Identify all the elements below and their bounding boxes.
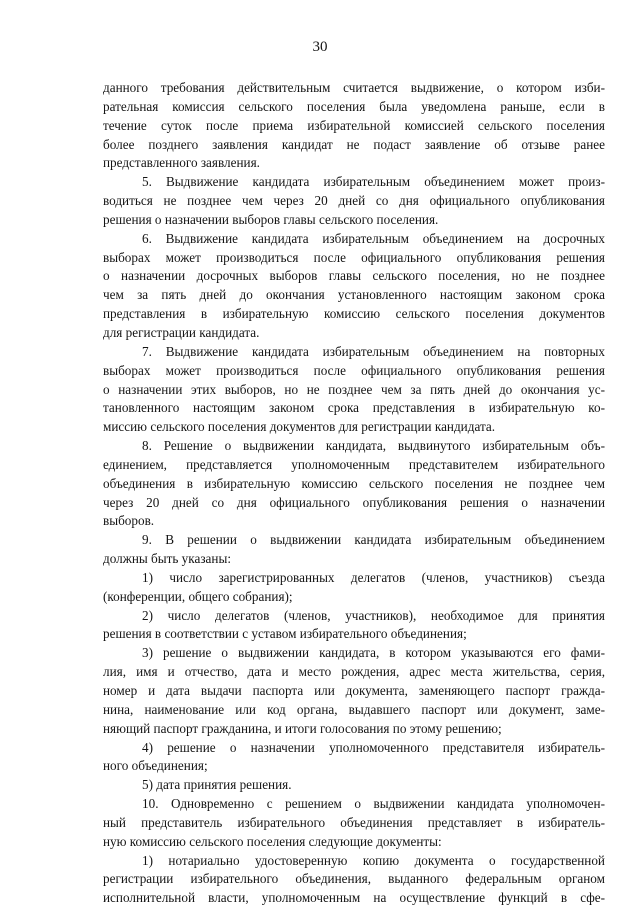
text-line: чем за пять дней до окончания установленного настоящим законом срока [103,287,605,303]
paragraph-first-line: 8. Решение о выдвижении кандидата, выдвинутого избирательным объ- [142,438,605,454]
paragraph-first-line: 7. Выдвижение кандидата избирательным объединением на повторных [142,343,605,359]
paragraph-first-line: 5. Выдвижение кандидата избирательным объединением может произ- [142,174,605,190]
text-line: ного объединения; [103,758,208,774]
text-line: выборов. [103,513,155,529]
text-line: ную комиссию сельского поселения следующие документы: [103,833,442,849]
paragraph-first-line: 2) число делегатов (членов, участников), необходимое для принятия [142,607,605,623]
paragraph-first-line: 6. Выдвижение кандидата избирательным объединением на досрочных [142,230,605,246]
text-line: (конференции, общего собрания); [103,588,293,604]
text-line: представленного заявления. [103,155,260,171]
text-line: миссию сельского поселения документов для регистрации кандидата. [103,419,496,435]
text-line: выборах может производиться после официального опубликования решения [103,249,605,265]
text-line: номер и дата выдачи паспорта или документа, заменяющего паспорт гражда- [103,683,605,698]
text-line: нина, наименование или код органа, выдавшего паспорт или документ, заме- [103,701,605,717]
text-line: рательная комиссия сельского поселения была уведомлена раньше, если в [103,98,605,114]
text-line: должны быть указаны: [103,551,231,567]
text-line: данного требования действительным считается выдвижение, о котором изби- [103,80,605,95]
document-body [103,79,605,908]
text-line: объединения в избирательную комиссию сельского поселения не позднее чем [103,475,605,491]
paragraph-first-line: 10. Одновременно с решением о выдвижении кандидата уполномочен- [142,796,605,812]
text-line: выборах может производиться после официального опубликования решения [103,362,605,378]
text-line: тановленного настоящим законом срока представления в избирательную ко- [103,400,605,416]
paragraph-first-line: 4) решение о назначении уполномоченного представителя избиратель- [142,739,605,755]
text-line: для регистрации кандидата. [103,324,260,340]
text-line: регистрации избирательного объединения, выданного федеральным органом [103,871,605,887]
text-line: единением, представляется уполномоченным представителем избирательного [103,456,605,472]
text-line: через 20 дней со дня официального опубликования решения о назначении [103,494,605,510]
text-line: исполнительной власти, уполномоченным на осуществление функций в сфе- [103,890,605,906]
text-line: более позднего заявления кандидат не подаст заявление об отзыве ранее [103,136,605,152]
text-line: решения в соответствии с уставом избирательного объединения; [103,626,467,642]
paragraph-first-line: 3) решение о выдвижении кандидата, в котором указываются его фами- [142,645,605,661]
text-line: ный представитель избирательного объединения представляет в избиратель- [103,814,605,830]
text-line: о назначении досрочных выборов главы сельского поселения, но не позднее [103,268,605,284]
paragraph-first-line: 9. В решении о выдвижении кандидата избирательным объединением [142,532,605,548]
text-line: лия, имя и отчество, дата и место рождения, адрес места жительства, серия, [103,664,605,680]
paragraph-first-line: 1) нотариально удостоверенную копию документа о государственной [142,852,605,868]
paragraph-first-line: 5) дата принятия решения. [142,777,292,793]
text-line: представления в избирательную комиссию сельского поселения документов [103,306,605,322]
page-number: 30 [312,39,328,55]
text-line: няющий паспорт гражданина, и итоги голосования по этому решению; [103,720,502,736]
text-line: течение суток после приема избирательной комиссией сельского поселения [103,117,605,133]
paragraph-first-line: 1) число зарегистрированных делегатов (членов, участников) съезда [142,569,605,585]
text-line: водиться не позднее чем через 20 дней со дня официального опубликования [103,193,605,209]
text-line: решения о назначении выборов главы сельского поселения. [103,211,439,227]
text-line: о назначении этих выборов, но не позднее чем за пять дней до окончания ус- [103,381,605,397]
